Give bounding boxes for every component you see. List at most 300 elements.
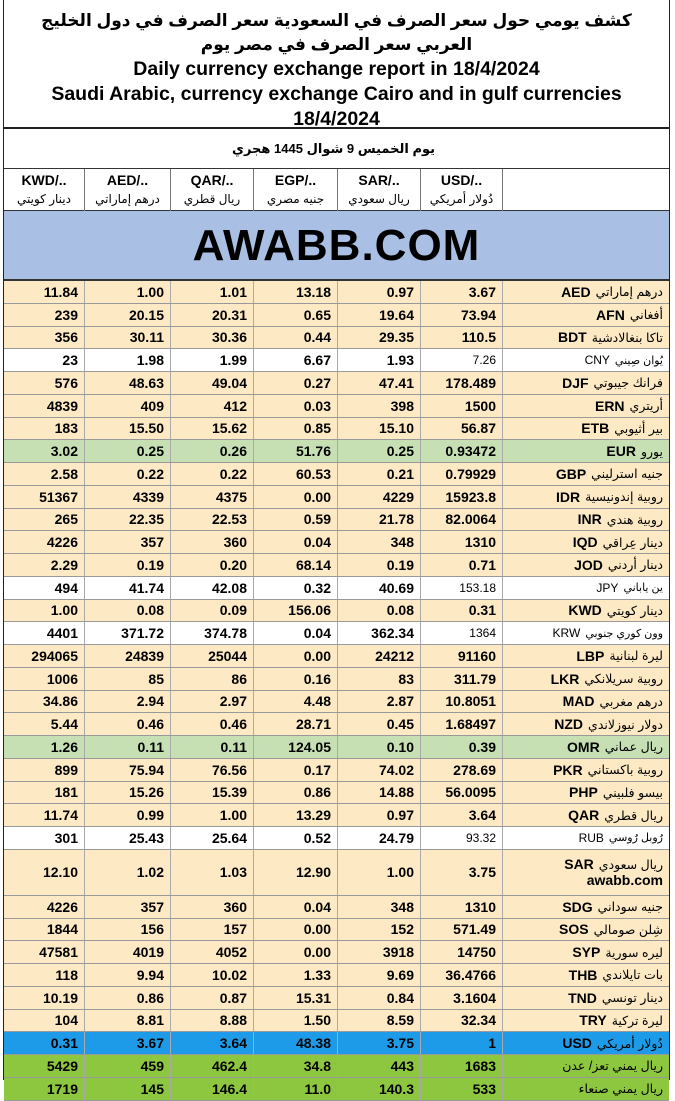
rate-cell-sar: 348	[338, 896, 421, 918]
currency-code: AFN	[596, 306, 625, 323]
column-code: USD/..	[440, 172, 483, 188]
currency-code: PKR	[553, 761, 583, 778]
report-title	[4, 0, 669, 129]
hijri-date-row	[4, 129, 669, 169]
rate-cell-kwd: 1844	[4, 919, 85, 941]
currency-name-cell	[503, 645, 669, 667]
currency-name-cell	[503, 600, 669, 622]
rate-cell-qar: 22.53	[171, 509, 254, 531]
rate-cell-aed: 8.81	[85, 1010, 171, 1032]
rate-cell-kwd: 34.86	[4, 691, 85, 713]
rate-cell-egp: 0.00	[254, 645, 338, 667]
rate-cell-kwd: 5.44	[4, 713, 85, 735]
rate-cell-qar: 157	[171, 919, 254, 941]
currency-code: DJF	[562, 374, 589, 391]
rate-cell-qar: 0.20	[171, 554, 254, 576]
rate-cell-egp: 13.29	[254, 804, 338, 826]
rate-cell-sar: 74.02	[338, 759, 421, 781]
rate-cell-aed: 85	[85, 668, 171, 690]
column-code: QAR/..	[190, 172, 234, 188]
rate-cell-qar: 15.39	[171, 782, 254, 804]
rate-cell-sar: 0.45	[338, 713, 421, 735]
table-row	[4, 941, 669, 964]
currency-code: SOS	[559, 921, 589, 938]
rate-cell-usd: 278.69	[421, 759, 503, 781]
rate-cell-aed: 0.19	[85, 554, 171, 576]
rate-cell-kwd: 4839	[4, 395, 85, 417]
hijri-date: يوم الخميس 9 شوال 1445 هجري	[232, 141, 435, 156]
rate-cell-kwd: 899	[4, 759, 85, 781]
rate-cell-kwd: 239	[4, 304, 85, 326]
rate-cell-egp: 13.18	[254, 281, 338, 303]
rate-cell-egp: 4.48	[254, 691, 338, 713]
rate-cell-sar: 24212	[338, 645, 421, 667]
currency-name-cell	[503, 668, 669, 690]
currency-code: OMR	[567, 738, 600, 755]
rate-cell-sar: 0.10	[338, 736, 421, 758]
rate-cell-kwd: 294065	[4, 645, 85, 667]
currency-arabic-name: بيسو فلبيني	[602, 785, 663, 800]
column-header-aed	[85, 169, 171, 211]
rate-cell-sar: 0.25	[338, 440, 421, 462]
currency-arabic-name: جنيه سوداني	[597, 900, 663, 915]
rate-cell-qar: 20.31	[171, 304, 254, 326]
rate-cell-aed: 15.26	[85, 782, 171, 804]
rate-cell-usd: 73.94	[421, 304, 503, 326]
table-row	[4, 327, 669, 350]
rate-cell-egp: 0.65	[254, 304, 338, 326]
currency-name-cell	[503, 941, 669, 963]
rate-cell-qar: 49.04	[171, 372, 254, 394]
rate-cell-aed: 156	[85, 919, 171, 941]
currency-arabic-name: دينار عِراقي	[602, 535, 663, 550]
currency-name-cell	[503, 327, 669, 349]
column-header-kwd	[4, 169, 85, 211]
currency-code: MAD	[562, 693, 595, 710]
table-row	[4, 987, 669, 1010]
rate-cell-usd: 91160	[421, 645, 503, 667]
currency-name-cell	[503, 440, 669, 462]
table-row	[4, 486, 669, 509]
rate-cell-aed: 30.11	[85, 327, 171, 349]
rate-cell-aed: 0.25	[85, 440, 171, 462]
rate-cell-aed: 4339	[85, 486, 171, 508]
rate-cell-qar: 86	[171, 668, 254, 690]
rate-cell-kwd: 47581	[4, 941, 85, 963]
rate-cell-usd: 1683	[421, 1055, 503, 1077]
rate-cell-egp: 0.17	[254, 759, 338, 781]
table-row	[4, 668, 669, 691]
rate-cell-usd: 311.79	[421, 668, 503, 690]
table-row	[4, 349, 669, 372]
table-row	[4, 736, 669, 759]
rate-cell-aed: 25.43	[85, 827, 171, 849]
rate-cell-egp: 51.76	[254, 440, 338, 462]
currency-code: QAR	[568, 807, 600, 824]
column-code: AED/..	[106, 172, 149, 188]
column-header-row	[4, 169, 669, 211]
rate-cell-usd: 0.93472	[421, 440, 503, 462]
table-row	[4, 554, 669, 577]
table-row	[4, 531, 669, 554]
currency-arabic-name: تاكا بنغالادشية	[591, 330, 663, 345]
currency-code: JOD	[574, 556, 603, 573]
rate-cell-aed: 4019	[85, 941, 171, 963]
rate-cell-egp: 15.31	[254, 987, 338, 1009]
rate-cell-usd: 1364	[421, 622, 503, 644]
rate-cell-egp: 0.00	[254, 486, 338, 508]
table-row	[4, 827, 669, 850]
currency-arabic-name: شِلن صومالي	[593, 922, 663, 937]
rate-cell-egp: 28.71	[254, 713, 338, 735]
currency-arabic-name: روبية إندونيسية	[585, 490, 663, 505]
currency-code: ETB	[581, 420, 610, 437]
rate-cell-usd: 36.4766	[421, 964, 503, 986]
table-row	[4, 281, 669, 304]
currency-arabic-name: دولار نيوزلاندي	[588, 717, 663, 732]
currency-arabic-name: دينار تونسي	[601, 991, 663, 1006]
rate-cell-qar: 462.4	[171, 1055, 254, 1077]
currency-arabic-name: ريال سعودي	[598, 857, 663, 872]
rate-cell-aed: 2.94	[85, 691, 171, 713]
rate-cell-kwd: 0.31	[4, 1032, 85, 1054]
currency-code: EUR	[606, 443, 636, 460]
rate-cell-usd: 0.71	[421, 554, 503, 576]
rate-cell-egp: 1.50	[254, 1010, 338, 1032]
rate-cell-kwd: 5429	[4, 1055, 85, 1077]
currency-code: PHP	[569, 784, 598, 801]
rate-cell-egp: 60.53	[254, 463, 338, 485]
table-row	[4, 1032, 669, 1055]
currency-code: KWD	[568, 602, 602, 619]
rate-cell-aed: 1.98	[85, 349, 171, 371]
currency-name-cell	[503, 577, 669, 599]
banner-text: AWABB.COM	[192, 221, 481, 270]
rate-cell-sar: 348	[338, 531, 421, 553]
currency-name-cell	[503, 463, 669, 485]
rate-cell-egp: 0.04	[254, 622, 338, 644]
rate-cell-sar: 14.88	[338, 782, 421, 804]
rate-cell-egp: 0.52	[254, 827, 338, 849]
currency-arabic-name: درهم مغربي	[599, 694, 663, 709]
rate-cell-aed: 9.94	[85, 964, 171, 986]
rate-cell-egp: 0.16	[254, 668, 338, 690]
rate-cell-sar: 29.35	[338, 327, 421, 349]
currency-code: JPY	[596, 580, 619, 595]
table-row	[4, 964, 669, 987]
table-row	[4, 509, 669, 532]
currency-name-cell	[503, 1010, 669, 1032]
rate-cell-egp: 0.32	[254, 577, 338, 599]
column-code: KWD/..	[21, 172, 67, 188]
rate-cell-usd: 571.49	[421, 919, 503, 941]
rate-cell-usd: 178.489	[421, 372, 503, 394]
currency-arabic-name: يورو	[640, 444, 663, 459]
currency-name-cell	[503, 919, 669, 941]
currency-name-cell	[503, 964, 669, 986]
rate-cell-egp: 0.03	[254, 395, 338, 417]
rate-cell-aed: 1.02	[85, 850, 171, 895]
currency-code: SAR	[564, 856, 594, 873]
rate-cell-qar: 0.09	[171, 600, 254, 622]
rate-cell-sar: 19.64	[338, 304, 421, 326]
rate-cell-kwd: 4226	[4, 896, 85, 918]
currency-name-cell	[503, 281, 669, 303]
rate-cell-aed: 24839	[85, 645, 171, 667]
currency-code: TRY	[579, 1012, 607, 1029]
rate-cell-qar: 25044	[171, 645, 254, 667]
rate-cell-egp: 156.06	[254, 600, 338, 622]
rate-cell-aed: 15.50	[85, 418, 171, 440]
rate-cell-sar: 1.93	[338, 349, 421, 371]
table-row	[4, 622, 669, 645]
rate-cell-kwd: 265	[4, 509, 85, 531]
currency-code: ERN	[594, 397, 625, 414]
rate-cell-egp: 48.38	[254, 1032, 338, 1054]
table-row	[4, 440, 669, 463]
rate-cell-qar: 8.88	[171, 1010, 254, 1032]
rate-cell-egp: 6.67	[254, 349, 338, 371]
site-url: awabb.com	[586, 872, 663, 889]
rate-cell-aed: 41.74	[85, 577, 171, 599]
title-english-line-2: Saudi Arabic, currency exchange Cairo and in gulf currencies	[51, 83, 622, 105]
rate-cell-usd: 3.67	[421, 281, 503, 303]
rate-cell-sar: 362.34	[338, 622, 421, 644]
rate-cell-sar: 8.59	[338, 1010, 421, 1032]
rate-cell-qar: 1.01	[171, 281, 254, 303]
currency-code: THB	[568, 966, 598, 983]
rate-cell-sar: 1.00	[338, 850, 421, 895]
rate-cell-egp: 0.44	[254, 327, 338, 349]
rate-cell-kwd: 2.29	[4, 554, 85, 576]
rate-cell-qar: 0.87	[171, 987, 254, 1009]
rate-cell-kwd: 4226	[4, 531, 85, 553]
rate-cell-kwd: 23	[4, 349, 85, 371]
column-header-egp	[254, 169, 338, 211]
rate-cell-kwd: 104	[4, 1010, 85, 1032]
rate-cell-kwd: 11.74	[4, 804, 85, 826]
rate-cell-sar: 140.3	[338, 1078, 421, 1100]
rate-cell-aed: 0.11	[85, 736, 171, 758]
table-row	[4, 395, 669, 418]
currency-arabic-name: روبية هندي	[606, 512, 663, 527]
rate-cell-usd: 10.8051	[421, 691, 503, 713]
rate-cell-aed: 0.99	[85, 804, 171, 826]
rate-cell-usd: 93.32	[421, 827, 503, 849]
rate-cell-sar: 0.84	[338, 987, 421, 1009]
rate-cell-qar: 1.99	[171, 349, 254, 371]
currency-name-cell	[503, 486, 669, 508]
rate-cell-egp: 1.33	[254, 964, 338, 986]
column-name: ريال سعودي	[348, 192, 410, 206]
rate-cell-usd: 1310	[421, 896, 503, 918]
currency-arabic-name: ريال عماني	[604, 740, 663, 755]
currency-name-cell	[503, 691, 669, 713]
currency-name-cell	[503, 395, 669, 417]
currency-code: INR	[577, 511, 602, 528]
title-english-line-1: Daily currency exchange report in 18/4/2024	[133, 58, 540, 80]
rate-cell-sar: 83	[338, 668, 421, 690]
table-row	[4, 896, 669, 919]
currency-code: CNY	[584, 353, 610, 368]
rate-cell-qar: 4052	[171, 941, 254, 963]
rate-cell-kwd: 118	[4, 964, 85, 986]
currency-code: NZD	[554, 716, 584, 733]
table-row	[4, 1078, 669, 1101]
rate-cell-kwd: 576	[4, 372, 85, 394]
currency-name-cell	[503, 531, 669, 553]
rate-cell-qar: 412	[171, 395, 254, 417]
rate-cell-kwd: 1719	[4, 1078, 85, 1100]
currency-arabic-name: ريال قطري	[604, 808, 663, 823]
column-header-usd	[421, 169, 503, 211]
rate-cell-kwd: 3.02	[4, 440, 85, 462]
rate-cell-qar: 4375	[171, 486, 254, 508]
rate-cell-egp: 124.05	[254, 736, 338, 758]
currency-code: SDG	[562, 898, 593, 915]
column-name: ريال قطري	[183, 192, 241, 206]
currency-name-cell	[503, 1078, 669, 1100]
currency-arabic-name: بير أثيوبي	[614, 421, 663, 436]
currency-name-cell	[503, 1032, 669, 1054]
rate-cell-qar: 15.62	[171, 418, 254, 440]
rate-cell-aed: 48.63	[85, 372, 171, 394]
currency-code: SYP	[572, 944, 601, 961]
rate-cell-qar: 360	[171, 531, 254, 553]
rate-cell-egp: 0.59	[254, 509, 338, 531]
rate-cell-aed: 459	[85, 1055, 171, 1077]
rate-cell-kwd: 356	[4, 327, 85, 349]
currency-name-cell	[503, 622, 669, 644]
rate-cell-usd: 110.5	[421, 327, 503, 349]
column-code: SAR/..	[358, 172, 400, 188]
rate-cell-kwd: 1006	[4, 668, 85, 690]
rate-cell-aed: 20.15	[85, 304, 171, 326]
currency-code: IQD	[572, 534, 598, 551]
rate-cell-kwd: 1.26	[4, 736, 85, 758]
column-name: جنيه مصري	[266, 192, 325, 206]
rate-cell-qar: 76.56	[171, 759, 254, 781]
currency-code: TND	[568, 989, 597, 1006]
table-row	[4, 418, 669, 441]
currency-name-cell	[503, 987, 669, 1009]
currency-code: LKR	[550, 670, 580, 687]
title-arabic: كشف يومي حول سعر الصرف في السعودية سعر الصرف في دول الخليج العربي سعر الصرف في مصر يوم	[41, 11, 632, 54]
rate-cell-qar: 3.64	[171, 1032, 254, 1054]
rate-cell-kwd: 51367	[4, 486, 85, 508]
rate-cell-qar: 30.36	[171, 327, 254, 349]
currency-arabic-name: يُوان صِيني	[614, 354, 663, 367]
currency-name-cell	[503, 554, 669, 576]
rate-cell-egp: 34.8	[254, 1055, 338, 1077]
rate-cell-aed: 371.72	[85, 622, 171, 644]
rate-cell-kwd: 301	[4, 827, 85, 849]
currency-code: RUB	[578, 830, 604, 845]
rate-cell-sar: 4229	[338, 486, 421, 508]
currency-arabic-name: ليره سورية	[605, 945, 663, 960]
rate-cell-qar: 2.97	[171, 691, 254, 713]
rate-cell-qar: 0.22	[171, 463, 254, 485]
rate-cell-sar: 0.08	[338, 600, 421, 622]
table-row	[4, 804, 669, 827]
rate-cell-usd: 0.39	[421, 736, 503, 758]
rate-cell-usd: 82.0064	[421, 509, 503, 531]
rate-cell-usd: 14750	[421, 941, 503, 963]
rate-cell-egp: 0.27	[254, 372, 338, 394]
rate-cell-qar: 360	[171, 896, 254, 918]
rate-cell-kwd: 11.84	[4, 281, 85, 303]
currency-code: KRW	[552, 626, 581, 641]
rate-cell-egp: 0.00	[254, 941, 338, 963]
rate-cell-kwd: 183	[4, 418, 85, 440]
rate-cell-sar: 47.41	[338, 372, 421, 394]
rate-cell-egp: 0.85	[254, 418, 338, 440]
currency-arabic-name: ليرة تركية	[611, 1013, 663, 1028]
currency-arabic-name: درهم إماراتي	[595, 285, 663, 300]
rate-cell-kwd: 494	[4, 577, 85, 599]
currency-name-cell	[503, 850, 669, 895]
rate-cell-qar: 25.64	[171, 827, 254, 849]
table-row	[4, 577, 669, 600]
table-row	[4, 691, 669, 714]
rate-cell-sar: 443	[338, 1055, 421, 1077]
rate-cell-aed: 75.94	[85, 759, 171, 781]
rate-cell-kwd: 1.00	[4, 600, 85, 622]
rate-cell-aed: 0.46	[85, 713, 171, 735]
rate-cell-sar: 40.69	[338, 577, 421, 599]
currency-arabic-name: روبية سريلانكي	[584, 672, 663, 687]
rate-cell-aed: 0.08	[85, 600, 171, 622]
currency-name-cell	[503, 304, 669, 326]
currency-name-cell	[503, 349, 669, 371]
column-name: دُولار أمريكي	[429, 192, 494, 206]
rate-cell-aed: 0.22	[85, 463, 171, 485]
rate-cell-usd: 32.34	[421, 1010, 503, 1032]
table-row	[4, 782, 669, 805]
rate-cell-qar: 42.08	[171, 577, 254, 599]
table-row	[4, 759, 669, 782]
currency-code: AED	[561, 283, 591, 300]
rate-cell-sar: 24.79	[338, 827, 421, 849]
table-row	[4, 850, 669, 896]
rate-cell-usd: 1.68497	[421, 713, 503, 735]
currency-code: LBP	[576, 647, 605, 664]
rate-cell-qar: 0.11	[171, 736, 254, 758]
rate-cell-usd: 0.79929	[421, 463, 503, 485]
rate-cell-aed: 22.35	[85, 509, 171, 531]
column-name: درهم إماراتي	[95, 192, 160, 206]
table-row	[4, 1055, 669, 1078]
rate-cell-usd: 1310	[421, 531, 503, 553]
table-row	[4, 463, 669, 486]
table-row	[4, 304, 669, 327]
currency-code: IDR	[555, 488, 581, 505]
rate-cell-qar: 0.46	[171, 713, 254, 735]
rate-cell-usd: 153.18	[421, 577, 503, 599]
rate-cell-sar: 2.87	[338, 691, 421, 713]
currency-name-cell	[503, 827, 669, 849]
currency-arabic-name: دينار أردني	[607, 558, 663, 573]
currency-name-cell	[503, 1055, 669, 1077]
currency-arabic-name: بات تايلاندي	[602, 968, 663, 983]
currency-name-cell	[503, 759, 669, 781]
rate-cell-egp: 0.04	[254, 531, 338, 553]
site-banner	[4, 211, 669, 281]
rate-cell-aed: 357	[85, 531, 171, 553]
rate-cell-sar: 9.69	[338, 964, 421, 986]
rate-cell-sar: 21.78	[338, 509, 421, 531]
rate-cell-egp: 0.04	[254, 896, 338, 918]
